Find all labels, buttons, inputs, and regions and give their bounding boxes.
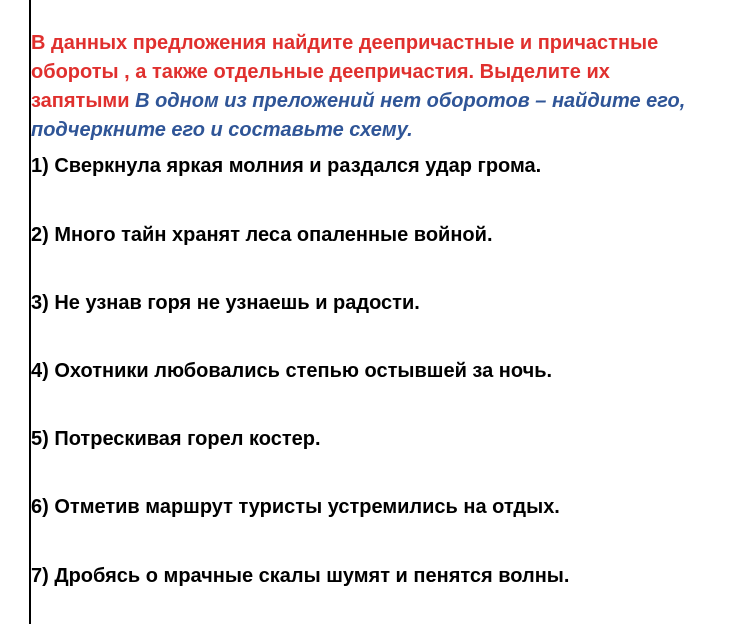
sentence-4: 4) Охотники любовались степью остывшей за ночь. [31,360,553,382]
task-instruction [31,29,750,145]
sentence-6: 6) Отметив маршрут туристы устремились на отдых. [31,496,560,518]
instruction-line-3 [31,87,750,116]
sentence-2: 2) Много тайн хранят леса опаленные войной. [31,224,493,246]
instruction-line-2: обороты , а также отдельные деепричастия. Выделите их [31,61,610,83]
instruction-line-4: подчеркните его и составьте схему. [31,119,413,141]
sentence-5: 5) Потрескивая горел костер. [31,428,321,450]
sentence-7: 7) Дробясь о мрачные скалы шумят и пенятся волны. [31,565,570,587]
instruction-line-3-red: запятыми [31,90,130,112]
sentence-3: 3) Не узнав горя не узнаешь и радости. [31,292,420,314]
instruction-line-3-blue: В одном из преложений нет оборотов – найдите его, [129,90,686,112]
instruction-line-1: В данных предложения найдите деепричастные и причастные [31,32,659,54]
sentence-1: 1) Сверкнула яркая молния и раздался удар грома. [31,155,542,177]
